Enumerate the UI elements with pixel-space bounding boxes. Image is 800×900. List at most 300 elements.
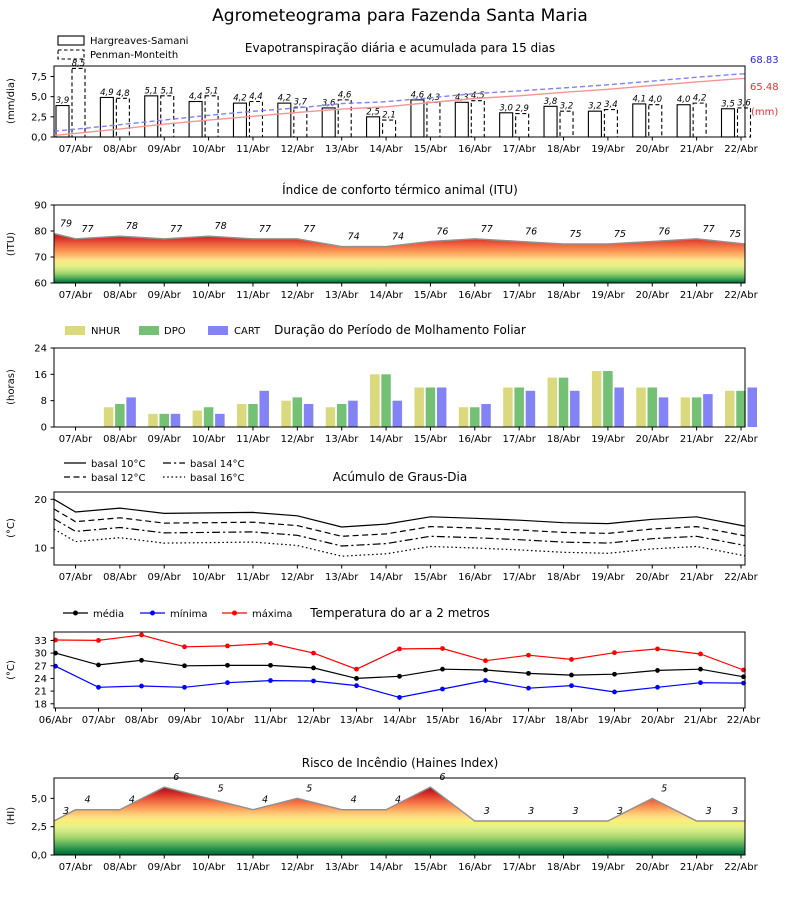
bar-cart: [659, 397, 669, 427]
value-label: 4: [395, 794, 402, 806]
bar-nhur: [193, 411, 203, 427]
bar-penman: [738, 108, 751, 137]
legend-swatch-penman: [58, 50, 84, 59]
bar-nhur: [548, 378, 558, 427]
x-tick-label: 14/Abr: [382, 715, 417, 726]
temp-marker: [698, 652, 703, 657]
haines-title: Risco de Incêndio (Haines Index): [301, 756, 499, 770]
y-tick-label: 7,5: [31, 71, 47, 83]
temp-marker: [698, 667, 703, 672]
x-tick-label: 17/Abr: [511, 715, 546, 726]
y-tick-label: 33: [34, 635, 47, 647]
x-tick-label: 17/Abr: [502, 434, 536, 445]
bar-nhur: [681, 397, 691, 427]
temp-marker: [397, 646, 402, 651]
temp-marker: [698, 680, 703, 685]
bar-value-label: 5,1: [160, 86, 174, 97]
bar-value-label: 3,2: [588, 101, 602, 112]
y-tick-label: 30: [34, 648, 47, 660]
legend-label-media: média: [93, 609, 125, 620]
temp-marker: [655, 668, 660, 673]
x-tick-label: 19/Abr: [591, 572, 625, 583]
value-label: 3: [731, 806, 739, 818]
temp-marker: [440, 646, 445, 651]
x-tick-label: 09/Abr: [147, 434, 181, 445]
y-tick-label: 24: [34, 343, 47, 355]
bar-value-label: 4,3: [426, 92, 441, 103]
bar-value-label: 4,5: [471, 91, 485, 102]
x-tick-label: 22/Abr: [724, 144, 758, 155]
bar-cart: [304, 404, 314, 427]
x-tick-label: 09/Abr: [147, 144, 181, 155]
bar-value-label: 4,9: [100, 87, 114, 98]
temp-marker: [225, 680, 230, 685]
bar-hargreaves: [544, 106, 557, 137]
bar-value-label: 4,4: [188, 92, 203, 102]
legend-swatch-dpo: [139, 326, 159, 335]
x-tick-label: 21/Abr: [679, 144, 714, 155]
temp-marker: [311, 679, 316, 684]
x-tick-label: 14/Abr: [369, 572, 403, 583]
bar-penman: [161, 96, 174, 137]
bar-penman: [604, 110, 617, 137]
bar-hargreaves: [56, 106, 69, 137]
x-tick-label: 15/Abr: [425, 715, 460, 726]
bar-cart: [481, 404, 491, 427]
y-tick-label: 5,0: [31, 793, 47, 805]
x-tick-label: 15/Abr: [413, 862, 448, 873]
bar-value-label: 4,6: [337, 90, 352, 101]
bar-dpo: [736, 391, 746, 427]
temp-marker: [268, 663, 273, 668]
bar-dpo: [692, 397, 702, 427]
bar-penman: [693, 103, 706, 137]
y-tick-label: 10: [34, 543, 47, 555]
y-tick-label: 8: [40, 396, 47, 408]
x-tick-label: 18/Abr: [546, 290, 581, 301]
x-tick-label: 10/Abr: [191, 144, 226, 155]
bar-value-label: 2,9: [515, 104, 529, 115]
x-tick-label: 08/Abr: [103, 862, 137, 873]
x-tick-label: 17/Abr: [502, 862, 536, 873]
x-tick-label: 22/Abr: [724, 434, 758, 445]
temp-marker: [483, 678, 488, 683]
x-tick-label: 12/Abr: [280, 862, 315, 873]
y-tick-label: 16: [34, 369, 47, 381]
graus-title: Acúmulo de Graus-Dia: [332, 470, 468, 484]
x-tick-label: 14/Abr: [369, 434, 403, 445]
bar-value-label: 4,0: [676, 95, 691, 106]
temp-marker: [655, 646, 660, 651]
x-tick-label: 10/Abr: [191, 290, 226, 301]
x-tick-label: 17/Abr: [502, 290, 536, 301]
x-tick-label: 07/Abr: [58, 290, 93, 301]
bar-nhur: [104, 407, 114, 427]
value-label: 3: [483, 806, 490, 818]
x-tick-label: 12/Abr: [280, 572, 315, 583]
value-label: 77: [303, 223, 316, 235]
temp-marker: [139, 658, 144, 663]
bar-dpo: [559, 378, 569, 427]
bar-hargreaves: [411, 100, 424, 137]
legend-label-nhur: NHUR: [91, 326, 121, 337]
value-label: 4: [261, 794, 268, 806]
x-tick-label: 18/Abr: [546, 434, 581, 445]
bar-nhur: [281, 401, 291, 427]
bar-penman: [116, 98, 129, 137]
value-label: 77: [258, 223, 272, 235]
y-tick-label: 0,0: [31, 850, 47, 862]
bar-nhur: [326, 407, 336, 427]
x-tick-label: 13/Abr: [324, 862, 359, 873]
y-tick-label: 21: [34, 686, 47, 698]
value-label: 76: [525, 226, 538, 238]
temp-marker: [569, 657, 574, 662]
temp-marker: [612, 650, 617, 655]
x-tick-label: 18/Abr: [546, 572, 581, 583]
x-tick-label: 10/Abr: [191, 572, 226, 583]
bar-value-label: 3,6: [321, 98, 336, 109]
bar-value-label: 2,1: [382, 110, 396, 121]
x-tick-label: 21/Abr: [679, 290, 714, 301]
temp-marker: [526, 671, 531, 676]
haines-ylabel: (HI): [6, 806, 17, 826]
x-tick-label: 22/Abr: [724, 290, 758, 301]
x-tick-label: 09/Abr: [147, 862, 181, 873]
x-tick-label: 18/Abr: [554, 715, 589, 726]
x-tick-label: 06/Abr: [38, 715, 73, 726]
value-label: 5: [306, 783, 313, 795]
value-label: 3: [572, 806, 579, 818]
x-tick-label: 16/Abr: [458, 572, 492, 583]
bar-dpo: [514, 388, 524, 428]
y-tick-label: 90: [34, 200, 47, 212]
y-tick-label: 27: [34, 661, 47, 673]
x-tick-label: 12/Abr: [280, 144, 315, 155]
bar-hargreaves: [633, 104, 646, 137]
molhamento-chart: [0, 318, 800, 450]
line-dotted: [54, 529, 745, 556]
x-tick-label: 19/Abr: [591, 144, 625, 155]
x-tick-label: 07/Abr: [58, 434, 93, 445]
x-tick-label: 21/Abr: [679, 434, 714, 445]
bar-nhur: [370, 374, 380, 427]
bar-cart: [526, 391, 536, 427]
y-tick-label: 80: [34, 226, 47, 238]
x-tick-label: 13/Abr: [339, 715, 374, 726]
value-label: 78: [125, 221, 138, 233]
temp-marker: [483, 658, 488, 663]
value-label: 78: [214, 221, 227, 233]
legend-swatch-nhur: [65, 326, 85, 335]
temp-marker: [526, 686, 531, 691]
value-label: 77: [81, 223, 94, 235]
value-label: 77: [170, 223, 183, 235]
x-tick-label: 22/Abr: [726, 715, 761, 726]
value-label: 3: [616, 806, 623, 818]
x-tick-label: 14/Abr: [369, 290, 403, 301]
x-tick-label: 16/Abr: [458, 290, 492, 301]
value-label: 6: [173, 772, 180, 784]
temp-marker: [397, 674, 402, 679]
bar-dpo: [248, 404, 258, 427]
y-tick-label: 0,0: [31, 132, 47, 144]
bar-hargreaves: [455, 102, 468, 137]
temp-title: Temperatura do ar a 2 metros: [310, 606, 490, 620]
bar-value-label: 4,4: [249, 92, 263, 102]
bar-dpo: [603, 371, 613, 427]
value-label: 4: [128, 794, 135, 806]
bar-hargreaves: [322, 108, 335, 137]
x-tick-label: 15/Abr: [413, 434, 448, 445]
bar-cart: [259, 391, 269, 427]
bar-value-label: 2,5: [366, 107, 380, 118]
bar-value-label: 4,2: [692, 93, 707, 104]
value-label: 79: [59, 218, 73, 230]
bar-nhur: [725, 391, 735, 427]
x-tick-label: 07/Abr: [58, 862, 93, 873]
temp-chart: [0, 593, 800, 740]
value-label: 3: [705, 806, 712, 818]
bar-value-label: 4,0: [648, 95, 663, 106]
bar-penman: [516, 114, 529, 137]
value-label: 76: [436, 226, 449, 238]
x-tick-label: 20/Abr: [640, 715, 675, 726]
x-tick-label: 11/Abr: [236, 572, 270, 583]
x-tick-label: 12/Abr: [280, 290, 315, 301]
x-tick-label: 09/Abr: [167, 715, 202, 726]
value-label: 3: [62, 806, 70, 818]
temp-marker: [139, 633, 144, 638]
legend-label-maxima: máxima: [252, 609, 293, 620]
bar-dpo: [293, 397, 303, 427]
evapo-chart: [0, 30, 800, 172]
temp-marker: [354, 676, 359, 681]
value-label: 75: [569, 229, 582, 240]
legend-swatch-cart: [208, 326, 228, 335]
bar-hargreaves: [145, 96, 158, 137]
bar-cart: [748, 388, 758, 428]
legend-label-dpo: DPO: [164, 326, 186, 337]
value-label: 77: [702, 223, 715, 235]
legend-label-basal16: basal 16°C: [190, 473, 245, 484]
legend-label-minima: mínima: [170, 609, 208, 620]
legend-label-hargreaves: Hargreaves-Samani: [90, 36, 189, 47]
temp-line: [56, 635, 744, 670]
molhamento-title: Duração do Período de Molhamento Foliar: [274, 323, 526, 337]
bar-value-label: 4,1: [632, 94, 647, 105]
x-tick-label: 08/Abr: [124, 715, 159, 726]
x-tick-label: 08/Abr: [103, 572, 137, 583]
itu-ylabel: (ITU): [6, 231, 17, 257]
bar-value-label: 4,2: [277, 93, 292, 104]
y-tick-label: 24: [34, 673, 47, 685]
x-tick-label: 14/Abr: [369, 144, 403, 155]
value-label: 77: [480, 223, 493, 235]
x-tick-label: 13/Abr: [324, 572, 359, 583]
x-tick-label: 20/Abr: [635, 572, 669, 583]
bar-nhur: [459, 407, 469, 427]
temp-marker: [440, 667, 445, 672]
x-tick-label: 16/Abr: [468, 715, 503, 726]
x-tick-label: 11/Abr: [253, 715, 288, 726]
x-tick-label: 22/Abr: [724, 572, 758, 583]
value-label: 5: [661, 783, 668, 795]
temp-ylabel: (°C): [6, 660, 17, 680]
y-tick-label: 18: [34, 699, 47, 711]
x-tick-label: 19/Abr: [597, 715, 632, 726]
evapo-ylabel: (mm/dia): [6, 78, 17, 124]
x-tick-label: 18/Abr: [546, 144, 581, 155]
bar-penman: [205, 96, 218, 137]
x-tick-label: 13/Abr: [324, 434, 359, 445]
x-tick-label: 08/Abr: [103, 290, 137, 301]
temp-marker: [397, 695, 402, 700]
x-tick-label: 11/Abr: [236, 862, 270, 873]
x-tick-label: 17/Abr: [502, 144, 536, 155]
y-tick-label: 5,0: [31, 92, 47, 104]
value-label: 3: [528, 806, 535, 818]
x-tick-label: 16/Abr: [458, 862, 492, 873]
temp-marker: [612, 690, 617, 695]
bar-value-label: 5,1: [144, 86, 158, 97]
y-tick-label: 60: [34, 278, 47, 290]
bar-nhur: [148, 414, 158, 427]
bar-value-label: 8,5: [71, 58, 86, 69]
bar-value-label: 3,7: [293, 97, 308, 108]
x-tick-label: 10/Abr: [191, 434, 226, 445]
bar-value-label: 3,6: [737, 98, 751, 109]
x-tick-label: 12/Abr: [296, 715, 331, 726]
bar-penman: [249, 102, 262, 138]
bar-hargreaves: [500, 113, 513, 137]
bar-cart: [614, 388, 624, 428]
x-tick-label: 14/Abr: [369, 862, 403, 873]
temp-line: [56, 666, 744, 697]
bar-value-label: 3,8: [543, 96, 558, 107]
bar-nhur: [636, 388, 646, 428]
bar-cart: [570, 391, 580, 427]
value-label: 74: [392, 231, 405, 243]
y-tick-label: 70: [34, 252, 47, 264]
bar-penman: [649, 105, 662, 137]
bar-hargreaves: [367, 117, 380, 137]
y-tick-label: 20: [34, 494, 47, 506]
temp-marker: [354, 683, 359, 688]
x-tick-label: 11/Abr: [236, 144, 270, 155]
itu-title: Índice de conforto térmico animal (ITU): [282, 183, 518, 197]
x-tick-label: 21/Abr: [679, 572, 714, 583]
bar-cart: [703, 394, 713, 427]
temp-marker: [311, 665, 316, 670]
value-label: 74: [347, 231, 360, 243]
bar-dpo: [337, 404, 347, 427]
temp-marker: [225, 644, 230, 649]
x-tick-label: 20/Abr: [635, 862, 669, 873]
bar-hargreaves: [677, 105, 690, 137]
accumulated-unit-label: (mm): [751, 107, 779, 118]
bar-dpo: [426, 388, 436, 428]
bar-value-label: 3,2: [559, 101, 574, 112]
haines-chart: [0, 743, 800, 888]
x-tick-label: 08/Abr: [103, 144, 137, 155]
value-label: 5: [217, 783, 224, 795]
temp-marker: [225, 663, 230, 668]
itu-chart: [0, 180, 800, 315]
y-tick-label: 2,5: [31, 822, 47, 834]
temp-marker: [96, 685, 101, 690]
bar-cart: [215, 414, 225, 427]
temp-marker: [182, 644, 187, 649]
bar-hargreaves: [588, 111, 601, 137]
bar-nhur: [503, 388, 512, 428]
bar-dpo: [204, 407, 214, 427]
bar-value-label: 4,6: [410, 90, 425, 101]
value-label: 4: [84, 794, 91, 806]
temp-marker: [354, 667, 359, 672]
y-tick-label: 2,5: [31, 112, 47, 124]
legend-label-penman: Penman-Monteith: [90, 50, 179, 61]
x-tick-label: 20/Abr: [635, 434, 669, 445]
temp-marker: [268, 641, 273, 646]
legend-marker-maxima: [232, 611, 237, 616]
x-tick-label: 09/Abr: [147, 290, 181, 301]
x-tick-label: 15/Abr: [413, 290, 448, 301]
x-tick-label: 19/Abr: [591, 434, 625, 445]
x-tick-label: 21/Abr: [683, 715, 718, 726]
temp-marker: [569, 673, 574, 678]
temp-marker: [655, 685, 660, 690]
evapo-legend: [58, 36, 188, 61]
hargreaves-total-annotation: 65.48: [750, 82, 779, 93]
bar-penman: [383, 120, 396, 137]
bar-penman: [471, 101, 484, 137]
bar-nhur: [414, 388, 424, 428]
x-tick-label: 18/Abr: [546, 862, 581, 873]
x-tick-label: 10/Abr: [191, 862, 226, 873]
temp-marker: [311, 651, 316, 656]
bar-hargreaves: [189, 102, 202, 138]
y-tick-label: 0: [40, 422, 47, 434]
molhamento-legend: [65, 326, 261, 337]
x-tick-label: 12/Abr: [280, 434, 315, 445]
plot-frame: [54, 492, 745, 565]
x-tick-label: 11/Abr: [236, 434, 270, 445]
temp-marker: [569, 683, 574, 688]
legend-label-basal12: basal 12°C: [91, 473, 146, 484]
legend-marker-minima: [150, 611, 155, 616]
temp-marker: [139, 684, 144, 689]
bar-dpo: [381, 374, 391, 427]
x-tick-label: 15/Abr: [413, 144, 448, 155]
x-tick-label: 11/Abr: [236, 290, 270, 301]
bar-cart: [348, 401, 358, 427]
bar-hargreaves: [722, 109, 735, 137]
bar-penman: [427, 102, 440, 137]
x-tick-label: 20/Abr: [635, 290, 669, 301]
penman-total-annotation: 68.83: [750, 55, 779, 66]
value-label: 4: [350, 794, 357, 806]
bar-penman: [338, 100, 351, 137]
x-tick-label: 19/Abr: [591, 862, 625, 873]
graus-chart: [0, 453, 800, 590]
value-label: 75: [728, 229, 742, 240]
bar-cart: [171, 414, 181, 427]
temp-marker: [182, 685, 187, 690]
bar-value-label: 4,8: [116, 88, 130, 99]
bar-value-label: 3,5: [721, 99, 735, 110]
x-tick-label: 13/Abr: [324, 290, 359, 301]
